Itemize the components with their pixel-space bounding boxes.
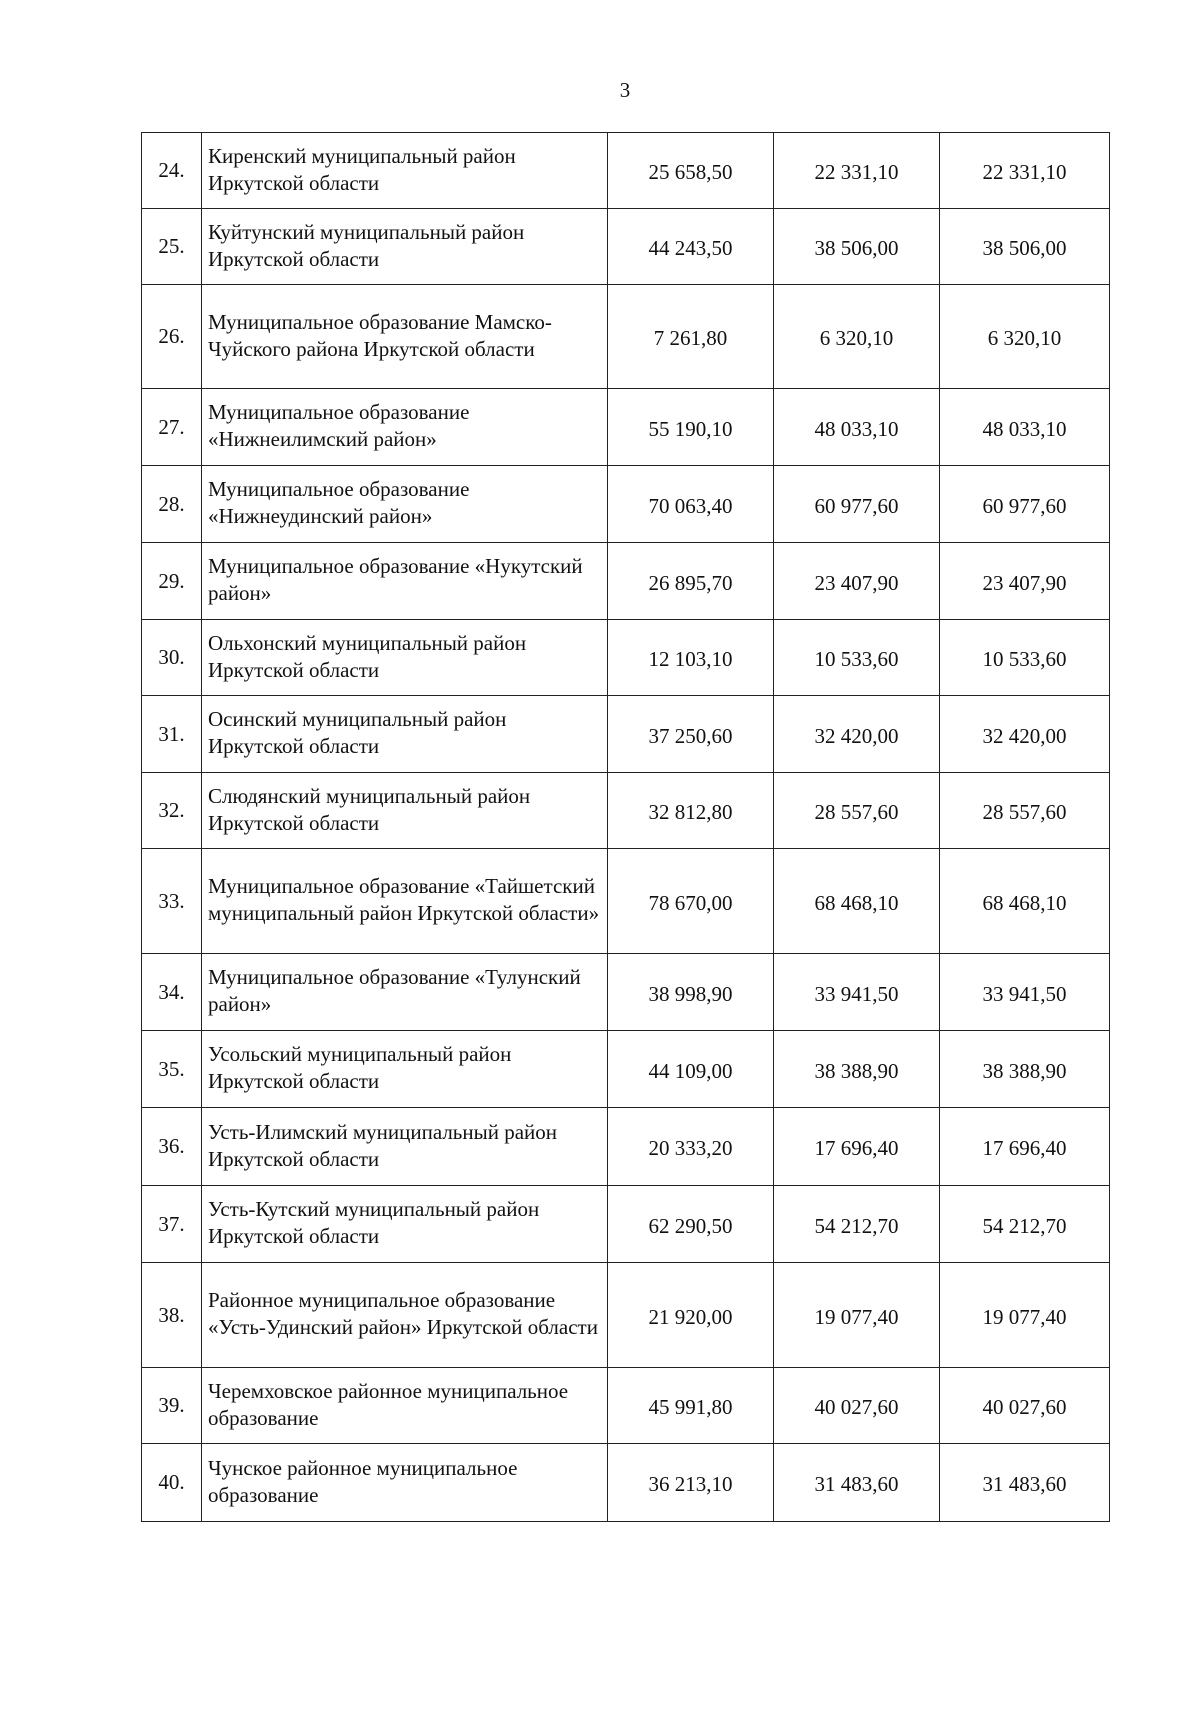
- amount-col-2-cell: [774, 620, 940, 696]
- row-number: 32.: [158, 798, 185, 822]
- amount-col-2: 68 468,10: [814, 890, 899, 915]
- municipality-name-cell: [202, 1444, 608, 1522]
- allocation-table: [141, 132, 1110, 1522]
- table-row: [142, 209, 1110, 285]
- amount-col-3-cell: [940, 1108, 1110, 1186]
- page-number: 3: [619, 78, 631, 102]
- amount-col-3: 38 506,00: [982, 236, 1067, 260]
- municipality-name-cell: [202, 285, 608, 389]
- table-row: [142, 1108, 1110, 1186]
- amount-col-3-cell: [940, 773, 1110, 849]
- municipality-name-cell: [202, 849, 608, 954]
- amount-col-1-cell: [608, 1031, 774, 1108]
- municipality-name-cell: [202, 773, 608, 849]
- municipality-name-cell: [202, 133, 608, 209]
- amount-col-2: 32 420,00: [814, 723, 899, 748]
- municipality-name: Слюдянский муниципальный район Иркутской области: [208, 783, 531, 835]
- municipality-name-cell: [202, 389, 608, 466]
- amount-col-3-cell: [940, 849, 1110, 954]
- municipality-name-cell: [202, 543, 608, 620]
- amount-col-2: 38 506,00: [814, 236, 899, 260]
- row-number-cell: [142, 133, 202, 209]
- amount-col-1: 55 190,10: [648, 416, 733, 441]
- table-row: [142, 1031, 1110, 1108]
- amount-col-3: 6 320,10: [987, 326, 1062, 350]
- amount-col-2: 40 027,60: [814, 1395, 899, 1419]
- amount-col-2-cell: [774, 954, 940, 1031]
- row-number: 40.: [158, 1470, 185, 1494]
- amount-col-2-cell: [774, 543, 940, 620]
- municipality-name-cell: [202, 696, 608, 773]
- amount-col-1: 38 998,90: [648, 981, 733, 1006]
- amount-col-1-cell: [608, 1263, 774, 1368]
- amount-col-2-cell: [774, 1108, 940, 1186]
- amount-col-2-cell: [774, 466, 940, 543]
- amount-col-3-cell: [940, 1444, 1110, 1522]
- municipality-name-cell: [202, 1263, 608, 1368]
- amount-col-1: 25 658,50: [648, 160, 733, 184]
- municipality-name: Муниципальное образование «Нукутский район»: [208, 554, 583, 605]
- row-number-cell: [142, 1444, 202, 1522]
- amount-col-1-cell: [608, 389, 774, 466]
- municipality-name: Ольхонский муниципальный район Иркутской области: [208, 630, 527, 682]
- table-body: [142, 133, 1110, 1522]
- amount-col-1-cell: [608, 466, 774, 543]
- row-number: 24.: [158, 158, 185, 182]
- amount-col-3: 33 941,50: [982, 981, 1067, 1006]
- municipality-name-cell: [202, 1186, 608, 1263]
- amount-col-3-cell: [940, 543, 1110, 620]
- municipality-name-cell: [202, 1368, 608, 1444]
- row-number: 31.: [158, 721, 185, 746]
- row-number-cell: [142, 954, 202, 1031]
- amount-col-1-cell: [608, 954, 774, 1031]
- amount-col-2-cell: [774, 1186, 940, 1263]
- amount-col-1: 44 243,50: [648, 236, 733, 260]
- table-row: [142, 1444, 1110, 1522]
- amount-col-2: 31 483,60: [814, 1472, 899, 1496]
- amount-col-3: 23 407,90: [982, 570, 1067, 595]
- amount-col-1-cell: [608, 285, 774, 389]
- amount-col-2-cell: [774, 773, 940, 849]
- amount-col-1: 12 103,10: [648, 647, 733, 671]
- row-number: 28.: [158, 491, 185, 516]
- row-number-cell: [142, 389, 202, 466]
- amount-col-1-cell: [608, 1368, 774, 1444]
- amount-col-3-cell: [940, 285, 1110, 389]
- amount-col-3: 68 468,10: [982, 890, 1067, 915]
- amount-col-3: 60 977,60: [982, 493, 1067, 518]
- row-number: 29.: [158, 568, 185, 593]
- row-number: 25.: [158, 234, 185, 258]
- municipality-name: Муниципальное образование «Нижнеилимский район»: [208, 400, 470, 451]
- row-number-cell: [142, 1186, 202, 1263]
- amount-col-3-cell: [940, 620, 1110, 696]
- amount-col-2-cell: [774, 849, 940, 954]
- row-number-cell: [142, 1108, 202, 1186]
- amount-col-2-cell: [774, 1031, 940, 1108]
- amount-col-1-cell: [608, 543, 774, 620]
- amount-col-1-cell: [608, 849, 774, 954]
- row-number: 39.: [158, 1393, 185, 1417]
- amount-col-2-cell: [774, 1368, 940, 1444]
- table-row: [142, 954, 1110, 1031]
- amount-col-2: 60 977,60: [814, 493, 899, 518]
- amount-col-2: 22 331,10: [814, 160, 899, 184]
- table-row: [142, 1368, 1110, 1444]
- amount-col-1: 45 991,80: [648, 1395, 733, 1419]
- amount-col-3-cell: [940, 1263, 1110, 1368]
- amount-col-2-cell: [774, 696, 940, 773]
- row-number-cell: [142, 209, 202, 285]
- municipality-name: Усть-Кутский муниципальный район Иркутской области: [208, 1197, 540, 1248]
- amount-col-2-cell: [774, 1444, 940, 1522]
- row-number-cell: [142, 773, 202, 849]
- table-row: [142, 849, 1110, 954]
- amount-col-3-cell: [940, 1031, 1110, 1108]
- amount-col-2: 19 077,40: [814, 1304, 899, 1329]
- amount-col-3-cell: [940, 1368, 1110, 1444]
- amount-col-3: 28 557,60: [982, 800, 1067, 824]
- amount-col-2: 28 557,60: [814, 800, 899, 824]
- municipality-name: Черемховское районное муниципальное образование: [208, 1378, 569, 1430]
- amount-col-3: 31 483,60: [982, 1472, 1067, 1496]
- row-number: 27.: [158, 414, 185, 439]
- row-number-cell: [142, 1368, 202, 1444]
- row-number-cell: [142, 849, 202, 954]
- amount-col-3: 40 027,60: [982, 1395, 1067, 1419]
- amount-col-3-cell: [940, 1186, 1110, 1263]
- municipality-name: Муниципальное образование «Нижнеудинский район»: [208, 477, 470, 528]
- municipality-name: Киренский муниципальный район Иркутской области: [208, 143, 516, 195]
- municipality-name-cell: [202, 954, 608, 1031]
- amount-col-1-cell: [608, 1444, 774, 1522]
- amount-col-1: 7 261,80: [653, 326, 728, 350]
- amount-col-3-cell: [940, 954, 1110, 1031]
- row-number-cell: [142, 543, 202, 620]
- amount-col-2: 54 212,70: [814, 1213, 899, 1238]
- row-number-cell: [142, 466, 202, 543]
- amount-col-3: 48 033,10: [982, 416, 1067, 441]
- amount-col-2: 23 407,90: [814, 570, 899, 595]
- amount-col-1: 62 290,50: [648, 1213, 733, 1238]
- municipality-name: Куйтунский муниципальный район Иркутской области: [208, 219, 525, 271]
- amount-col-3: 54 212,70: [982, 1213, 1067, 1238]
- row-number-cell: [142, 696, 202, 773]
- table-row: [142, 133, 1110, 209]
- amount-col-1-cell: [608, 1108, 774, 1186]
- amount-col-1: 44 109,00: [648, 1058, 733, 1083]
- row-number-cell: [142, 620, 202, 696]
- table-row: [142, 543, 1110, 620]
- amount-col-1: 70 063,40: [648, 493, 733, 518]
- municipality-name: Муниципальное образование Мамско-Чуйского района Иркутской области: [208, 309, 552, 361]
- amount-col-1: 78 670,00: [648, 890, 733, 915]
- amount-col-1: 21 920,00: [648, 1304, 733, 1329]
- amount-col-2: 48 033,10: [814, 416, 899, 441]
- row-number-cell: [142, 285, 202, 389]
- row-number: 30.: [158, 645, 185, 669]
- municipality-name-cell: [202, 620, 608, 696]
- amount-col-2-cell: [774, 1263, 940, 1368]
- amount-col-1-cell: [608, 620, 774, 696]
- row-number: 35.: [158, 1056, 185, 1081]
- amount-col-3-cell: [940, 696, 1110, 773]
- municipality-name-cell: [202, 466, 608, 543]
- municipality-name: Усть-Илимский муниципальный район Иркутской области: [208, 1119, 558, 1171]
- amount-col-3: 22 331,10: [982, 160, 1067, 184]
- amount-col-1: 32 812,80: [648, 800, 733, 824]
- amount-col-1-cell: [608, 773, 774, 849]
- table-row: [142, 389, 1110, 466]
- amount-col-3-cell: [940, 209, 1110, 285]
- municipality-name: Чунское районное муниципальное образование: [208, 1455, 518, 1507]
- municipality-name: Усольский муниципальный район Иркутской области: [208, 1042, 512, 1093]
- row-number: 33.: [158, 888, 185, 913]
- amount-col-3: 38 388,90: [982, 1058, 1067, 1083]
- table-row: [142, 1263, 1110, 1368]
- row-number: 26.: [158, 324, 185, 348]
- municipality-name-cell: [202, 1108, 608, 1186]
- amount-col-3: 10 533,60: [982, 647, 1067, 671]
- amount-col-1: 26 895,70: [648, 570, 733, 595]
- municipality-name: Муниципальное образование «Тулунский район»: [208, 965, 581, 1016]
- table-row: [142, 620, 1110, 696]
- amount-col-3-cell: [940, 133, 1110, 209]
- municipality-name: Муниципальное образование «Тайшетский муниципальный район Иркутской области»: [208, 874, 600, 925]
- amount-col-1: 20 333,20: [648, 1136, 733, 1160]
- municipality-name: Осинский муниципальный район Иркутской области: [208, 707, 507, 758]
- amount-col-1: 37 250,60: [648, 723, 733, 748]
- amount-col-1-cell: [608, 1186, 774, 1263]
- table-row: [142, 696, 1110, 773]
- row-number-cell: [142, 1031, 202, 1108]
- amount-col-2: 33 941,50: [814, 981, 899, 1006]
- row-number: 38.: [158, 1302, 185, 1327]
- municipality-name-cell: [202, 209, 608, 285]
- amount-col-2: 17 696,40: [814, 1136, 899, 1160]
- row-number: 37.: [158, 1211, 185, 1236]
- table-row: [142, 773, 1110, 849]
- table-row: [142, 466, 1110, 543]
- amount-col-1: 36 213,10: [648, 1472, 733, 1496]
- amount-col-3: 32 420,00: [982, 723, 1067, 748]
- table-row: [142, 285, 1110, 389]
- amount-col-3-cell: [940, 389, 1110, 466]
- amount-col-2-cell: [774, 133, 940, 209]
- amount-col-1-cell: [608, 133, 774, 209]
- municipality-name-cell: [202, 1031, 608, 1108]
- amount-col-2-cell: [774, 285, 940, 389]
- amount-col-2-cell: [774, 389, 940, 466]
- amount-col-3: 17 696,40: [982, 1136, 1067, 1160]
- row-number-cell: [142, 1263, 202, 1368]
- amount-col-2: 10 533,60: [814, 647, 899, 671]
- row-number: 36.: [158, 1134, 185, 1158]
- amount-col-2: 6 320,10: [819, 326, 894, 350]
- row-number: 34.: [158, 979, 185, 1004]
- amount-col-2-cell: [774, 209, 940, 285]
- municipality-name: Районное муниципальное образование «Усть-Удинский район» Иркутской области: [208, 1288, 598, 1339]
- amount-col-1-cell: [608, 209, 774, 285]
- table-row: [142, 1186, 1110, 1263]
- amount-col-2: 38 388,90: [814, 1058, 899, 1083]
- amount-col-3: 19 077,40: [982, 1304, 1067, 1329]
- amount-col-3-cell: [940, 466, 1110, 543]
- amount-col-1-cell: [608, 696, 774, 773]
